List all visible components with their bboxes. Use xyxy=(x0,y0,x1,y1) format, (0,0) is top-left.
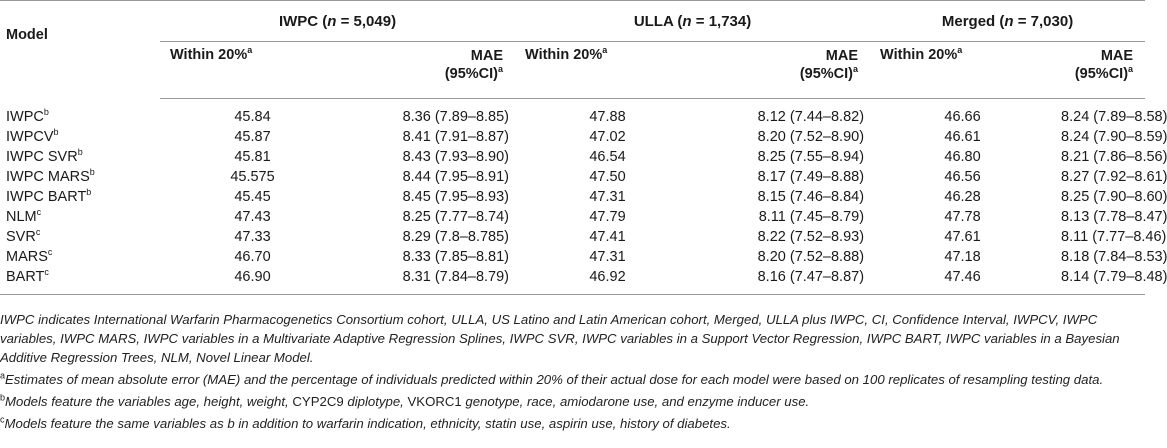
table-row xyxy=(0,267,1145,295)
footnote-mark: b xyxy=(0,392,6,403)
merged-within-cell: 46.28 xyxy=(944,189,981,205)
footnote-mark: a xyxy=(0,370,6,381)
merged-within-cell: 46.61 xyxy=(944,129,981,145)
iwpc-within-cell: 45.84 xyxy=(234,109,271,125)
model-header-text: Model xyxy=(6,27,48,43)
model-cell xyxy=(0,267,160,295)
ulla-mae-cell: 8.20 (7.52–8.88) xyxy=(757,249,865,265)
footnote-marker: a xyxy=(498,64,504,75)
footnote-marker: a xyxy=(957,45,963,56)
footnote-marker: a xyxy=(1128,64,1134,75)
iwpc-mae-cell: 8.45 (7.95–8.93) xyxy=(402,189,510,205)
footnote-marker: c xyxy=(44,267,49,278)
ulla-mae-cell: 8.15 (7.46–8.84) xyxy=(757,189,865,205)
footnote-text: Estimates of mean absolute error (MAE) and the percentage of individuals predicted within 20% of their actual dose for each model were based on 100 replicates of resampling testing data. xyxy=(5,372,1104,387)
iwpc-within-cell: 45.81 xyxy=(234,149,271,165)
group-name: IWPC ( xyxy=(278,12,328,30)
mae-label: MAE xyxy=(825,48,859,64)
merged-within-cell: 47.46 xyxy=(870,267,1055,295)
model-name: NLM xyxy=(6,209,37,225)
iwpc-mae-cell: 8.33 (7.85–8.81) xyxy=(402,249,510,265)
iwpc-mae-cell: 8.43 (7.93–8.90) xyxy=(402,149,510,165)
footnote-marker: c xyxy=(35,227,41,238)
ulla-mae-cell: 8.11 (7.45–8.79) xyxy=(758,209,865,225)
model-cell xyxy=(0,227,160,247)
merged-mae-cell: 8.18 (7.84–8.53) xyxy=(1061,249,1167,265)
ulla-within-cell: 46.92 xyxy=(515,267,700,295)
table-row xyxy=(0,99,1145,128)
model-cell xyxy=(0,99,160,128)
footnote-marker: c xyxy=(47,247,53,258)
footnote-marker: a xyxy=(853,64,859,75)
footnote-text: diplotype, xyxy=(343,394,408,409)
abbreviation-note: IWPC indicates International Warfarin Pharmacogenetics Consortium cohort, ULLA, US Latino and Latin American cohort, Merged, ULLA plus IWPC, CI, Confidence Interval, IWPCV, IWPC variables, IWPC MARS, IWPC variables in a Multivariate Adaptive Regression Splines, IWPC SVR, IWPC variables in a Support Vector Regression, IWPC BART, IWPC variables in a Bayesian Additive Regression Trees, NLM, Novel Linear Model. xyxy=(0,312,1120,365)
within-label: Within 20% xyxy=(525,47,603,63)
model-name: BART xyxy=(6,269,45,285)
table-row xyxy=(0,187,1145,207)
merged-mae-cell: 8.24 (7.89–8.58) xyxy=(1061,109,1167,125)
group-n-label: n xyxy=(1004,12,1014,30)
ulla-mae-cell: 8.20 (7.52–8.90) xyxy=(757,129,865,145)
footnote-text: Models feature the same variables as b in addition to warfarin indication, ethnicity, statin use, aspirin use, history of diabetes. xyxy=(4,416,731,431)
iwpc-within-cell: 46.70 xyxy=(234,249,271,265)
iwpc-within-cell: 47.43 xyxy=(234,209,271,225)
model-name: IWPC xyxy=(6,108,44,125)
gene-name: CYP2C9 xyxy=(292,394,344,409)
ulla-mae-cell: 8.22 (7.52–8.93) xyxy=(757,229,865,245)
table-row xyxy=(0,207,1145,227)
merged-mae-cell: 8.13 (7.78–8.47) xyxy=(1061,209,1167,225)
iwpc-mae-cell: 8.36 (7.89–8.85) xyxy=(402,109,510,125)
model-name: SVR xyxy=(6,229,36,245)
group-n-value: = 5,049) xyxy=(336,12,397,30)
model-column-header xyxy=(0,1,160,99)
model-name: MARS xyxy=(6,249,48,265)
group-header-ulla xyxy=(515,1,870,42)
footnote-marker: b xyxy=(43,106,49,117)
ulla-mae-cell: 8.17 (7.49–8.88) xyxy=(757,169,865,185)
group-header-iwpc xyxy=(160,1,515,42)
ulla-within-cell: 47.31 xyxy=(589,249,626,265)
iwpc-within-cell: 47.33 xyxy=(234,229,271,245)
footnote-b xyxy=(0,392,1140,411)
mae-label: MAE xyxy=(1100,48,1134,64)
model-name: IWPCV xyxy=(6,129,54,145)
ci-label: (95%CI) xyxy=(444,66,498,82)
group-name: ULLA ( xyxy=(633,12,683,30)
ulla-within-header xyxy=(515,42,700,99)
merged-mae-cell: 8.21 (7.86–8.56) xyxy=(1061,149,1167,165)
iwpc-within-header xyxy=(160,42,345,99)
footnote-mark: c xyxy=(0,414,5,425)
group-n-label: n xyxy=(327,12,337,30)
gene-name: VKORC1 xyxy=(407,394,462,409)
ci-label: (95%CI) xyxy=(1074,66,1129,82)
ulla-within-cell: 47.41 xyxy=(589,229,626,245)
iwpc-mae-header xyxy=(345,42,515,99)
footnote-marker: b xyxy=(89,167,95,178)
merged-mae-cell: 8.27 (7.92–8.61) xyxy=(1061,169,1167,185)
model-cell xyxy=(0,127,160,147)
group-header-merged xyxy=(870,1,1145,42)
merged-mae-cell: 8.14 (7.79–8.48) xyxy=(1055,267,1145,295)
group-n-label: n xyxy=(682,12,692,30)
iwpc-mae-cell: 8.44 (7.95–8.91) xyxy=(402,169,510,185)
merged-within-cell: 46.66 xyxy=(944,109,981,125)
model-name: IWPC BART xyxy=(6,189,87,205)
merged-within-header xyxy=(870,42,1055,99)
ulla-within-cell: 47.50 xyxy=(589,169,626,185)
merged-within-cell: 46.80 xyxy=(944,149,981,165)
model-name: IWPC SVR xyxy=(6,149,78,165)
ulla-within-cell: 46.54 xyxy=(589,149,626,165)
footnote-text: Models feature the variables age, height, weight, xyxy=(5,394,293,409)
model-cell xyxy=(0,207,160,227)
footnote-marker: b xyxy=(86,187,92,198)
iwpc-within-cell: 45.575 xyxy=(230,169,275,185)
iwpc-within-cell: 46.90 xyxy=(160,267,345,295)
table-row xyxy=(0,127,1145,147)
merged-mae-cell: 8.24 (7.90–8.59) xyxy=(1061,129,1167,145)
footnote-marker: a xyxy=(247,45,253,56)
iwpc-within-cell: 45.45 xyxy=(234,189,271,205)
merged-mae-header xyxy=(1055,42,1145,99)
group-n-value: = 7,030) xyxy=(1013,12,1074,30)
merged-mae-cell: 8.11 (7.77–8.46) xyxy=(1061,229,1167,245)
ulla-within-cell: 47.88 xyxy=(589,109,626,125)
merged-within-cell: 47.78 xyxy=(944,209,981,225)
table-row xyxy=(0,227,1145,247)
ulla-mae-cell: 8.16 (7.47–8.87) xyxy=(700,267,870,295)
ulla-within-cell: 47.79 xyxy=(589,209,626,225)
within-label: Within 20% xyxy=(880,47,958,63)
ulla-mae-cell: 8.12 (7.44–8.82) xyxy=(757,109,865,125)
ulla-mae-cell: 8.25 (7.55–8.94) xyxy=(757,149,865,165)
table-body xyxy=(0,99,1167,295)
ulla-within-cell: 47.31 xyxy=(589,189,626,205)
within-label: Within 20% xyxy=(170,47,248,63)
footnote-marker: b xyxy=(53,127,59,138)
footnote-c xyxy=(0,414,1140,433)
footnote-marker: b xyxy=(77,147,83,158)
merged-within-cell: 47.61 xyxy=(944,229,981,245)
model-cell xyxy=(0,187,160,207)
group-name: Merged ( xyxy=(941,12,1005,30)
model-cell xyxy=(0,167,160,187)
iwpc-mae-cell: 8.29 (7.8–8.785) xyxy=(402,229,510,245)
footnote-marker: a xyxy=(602,45,608,56)
ulla-mae-header xyxy=(700,42,870,99)
footnote-marker: c xyxy=(36,207,42,218)
merged-within-cell: 46.56 xyxy=(944,169,981,185)
model-cell xyxy=(0,247,160,267)
footnote-a xyxy=(0,370,1140,389)
table-row xyxy=(0,147,1145,167)
table-notes xyxy=(0,310,1140,433)
iwpc-mae-cell: 8.31 (7.84–8.79) xyxy=(345,267,515,295)
merged-within-cell: 47.18 xyxy=(944,249,981,265)
ci-label: (95%CI) xyxy=(799,66,854,82)
group-n-value: = 1,734) xyxy=(691,12,752,30)
footnote-text: genotype, race, amiodarone use, and enzyme inducer use. xyxy=(461,394,810,409)
iwpc-within-cell: 45.87 xyxy=(234,129,271,145)
merged-mae-cell: 8.25 (7.90–8.60) xyxy=(1061,189,1167,205)
iwpc-mae-cell: 8.25 (7.77–8.74) xyxy=(402,209,510,225)
model-cell xyxy=(0,147,160,167)
iwpc-mae-cell: 8.41 (7.91–8.87) xyxy=(402,129,510,145)
table-row xyxy=(0,167,1145,187)
table-row xyxy=(0,247,1145,267)
ulla-within-cell: 47.02 xyxy=(589,129,626,145)
mae-label: MAE xyxy=(470,48,504,64)
model-name: IWPC MARS xyxy=(6,169,90,185)
